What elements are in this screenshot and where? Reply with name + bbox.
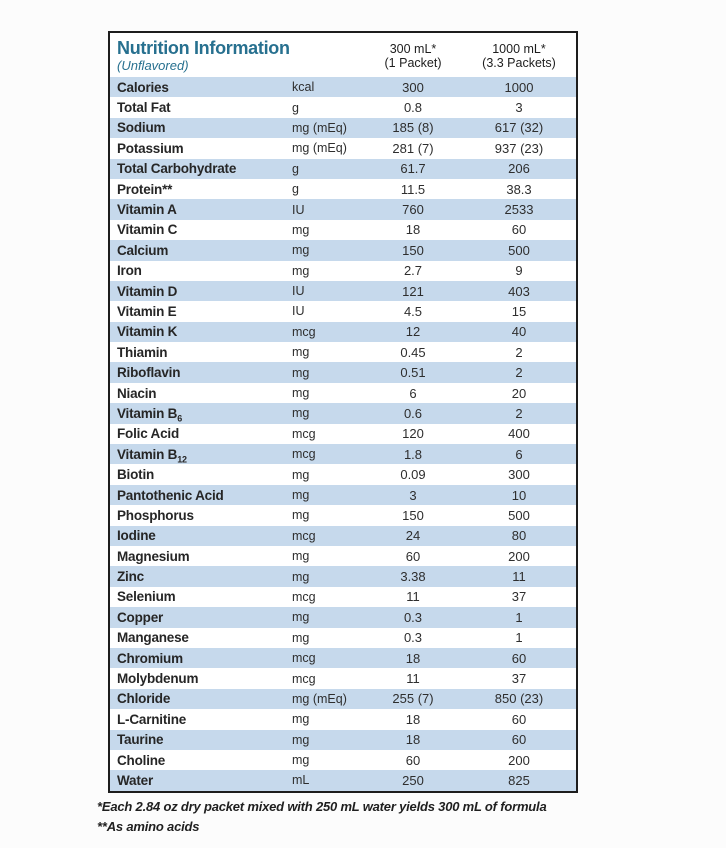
row-unit: g	[292, 161, 299, 176]
table-row	[110, 587, 576, 607]
table-row	[110, 322, 576, 342]
table-row	[110, 179, 576, 199]
table-row	[110, 240, 576, 260]
footnote-packet: *Each 2.84 oz dry packet mixed with 250 mL water yields 300 mL of formula	[97, 799, 547, 814]
footnotes	[97, 797, 547, 837]
row-label: Total Fat	[117, 100, 171, 116]
row-value-1000ml: 937 (23)	[494, 140, 544, 156]
nutrition-table	[108, 31, 578, 793]
row-value-300ml: 0.3	[403, 609, 423, 625]
row-value-1000ml: 38.3	[506, 181, 532, 197]
row-unit: mg	[292, 406, 310, 421]
row-unit: mg	[292, 753, 310, 768]
row-label: Vitamin $B_{12}$	[117, 446, 187, 465]
table-rows	[110, 77, 576, 791]
row-value-300ml: 11	[406, 671, 420, 687]
row-value-300ml: 760	[402, 202, 424, 218]
table-row	[110, 362, 576, 382]
row-value-300ml: 281 (7)	[392, 140, 434, 156]
row-unit: mg	[292, 386, 310, 401]
row-label: Biotin	[117, 467, 155, 483]
table-row	[110, 485, 576, 505]
table-row	[110, 97, 576, 117]
row-label: Iron	[117, 263, 142, 279]
row-label: Copper	[117, 609, 164, 625]
row-label: Iodine	[117, 528, 156, 544]
row-label: Vitamin K	[117, 324, 178, 340]
table-row	[110, 444, 576, 464]
row-label: Manganese	[117, 630, 189, 646]
row-value-1000ml: 11	[512, 569, 526, 585]
row-value-1000ml: 3	[515, 100, 523, 116]
row-value-1000ml: 1	[515, 609, 523, 625]
row-unit: g	[292, 100, 299, 115]
row-unit: mcg	[292, 426, 316, 441]
row-label: Zinc	[117, 569, 144, 585]
row-value-300ml: 300	[402, 79, 424, 95]
row-unit: mg	[292, 243, 310, 258]
row-value-1000ml: 37	[511, 589, 527, 605]
row-label: Protein**	[117, 181, 173, 197]
row-unit: IU	[292, 304, 305, 319]
table-row	[110, 730, 576, 750]
table-row	[110, 261, 576, 281]
row-value-1000ml: 60	[511, 650, 527, 666]
row-value-300ml: 0.09	[400, 467, 426, 483]
row-label: Water	[117, 772, 154, 788]
row-unit: mg	[292, 263, 310, 278]
row-label: Riboflavin	[117, 365, 181, 381]
row-value-300ml: 24	[405, 528, 421, 544]
column-header-1000ml-amount: 1000 mL*	[492, 42, 546, 56]
table-row	[110, 750, 576, 770]
row-unit: mcg	[292, 589, 316, 604]
row-unit: mg	[292, 712, 310, 727]
row-label: L-Carnitine	[117, 711, 187, 727]
row-value-1000ml: 1000	[504, 79, 534, 95]
row-unit: mL	[292, 773, 310, 788]
row-value-300ml: 18	[405, 222, 421, 238]
row-label: Molybdenum	[117, 671, 199, 687]
footnote-amino-acids: **As amino acids	[97, 819, 200, 834]
row-label: Pantothenic Acid	[117, 487, 224, 503]
row-label: Total Carbohydrate	[117, 161, 237, 177]
row-value-1000ml: 37	[511, 671, 527, 687]
row-value-300ml: 60	[405, 752, 421, 768]
row-unit: mg	[292, 365, 310, 380]
table-row	[110, 301, 576, 321]
row-value-1000ml: 1	[515, 630, 523, 646]
table-row	[110, 138, 576, 158]
row-value-1000ml: 60	[511, 222, 527, 238]
table-subtitle: (Unflavored)	[117, 57, 189, 73]
row-label: Vitamin D	[117, 283, 178, 299]
row-value-1000ml: 2	[515, 405, 523, 421]
row-unit: mg	[292, 569, 310, 584]
table-row	[110, 464, 576, 484]
row-unit: mg (mEq)	[292, 141, 347, 156]
row-value-1000ml: 9	[515, 263, 523, 279]
column-header-300ml-packets: (1 Packet)	[384, 56, 442, 70]
table-row	[110, 689, 576, 709]
row-value-300ml: 11.5	[400, 181, 426, 197]
row-label: Vitamin C	[117, 222, 178, 238]
row-label: Potassium	[117, 140, 184, 156]
row-unit: mcg	[292, 651, 316, 666]
row-label: Thiamin	[117, 344, 168, 360]
row-value-1000ml: 40	[511, 324, 527, 340]
row-value-1000ml: 20	[511, 385, 527, 401]
row-value-1000ml: 2	[515, 344, 523, 360]
row-unit: mg	[292, 467, 310, 482]
table-row	[110, 628, 576, 648]
column-header-1000ml	[462, 40, 576, 70]
row-value-1000ml: 15	[511, 303, 527, 319]
row-value-1000ml: 60	[511, 711, 527, 727]
column-header-300ml-amount: 300 mL*	[389, 42, 437, 56]
row-label: Chloride	[117, 691, 171, 707]
row-value-300ml: 4.5	[403, 303, 423, 319]
row-value-300ml: 121	[402, 283, 424, 299]
table-row	[110, 770, 576, 790]
row-value-300ml: 120	[402, 426, 424, 442]
row-label: Folic Acid	[117, 426, 180, 442]
table-row	[110, 342, 576, 362]
table-row	[110, 77, 576, 97]
row-label: Vitamin A	[117, 202, 177, 218]
table-row	[110, 709, 576, 729]
table-title-block	[110, 38, 364, 73]
column-header-1000ml-packets: (3.3 Packets)	[482, 56, 556, 70]
row-value-1000ml: 2533	[504, 202, 534, 218]
row-value-1000ml: 825	[508, 772, 530, 788]
row-value-300ml: 61.7	[400, 161, 426, 177]
row-value-1000ml: 850 (23)	[494, 691, 544, 707]
table-row	[110, 607, 576, 627]
row-value-1000ml: 500	[508, 507, 530, 523]
row-label: Vitamin E	[117, 303, 177, 319]
row-unit: mcg	[292, 324, 316, 339]
table-row	[110, 526, 576, 546]
row-label: Calcium	[117, 242, 169, 258]
table-row	[110, 648, 576, 668]
row-unit: mg	[292, 732, 310, 747]
row-value-300ml: 0.3	[403, 630, 423, 646]
row-label: Chromium	[117, 650, 183, 666]
row-value-1000ml: 400	[508, 426, 530, 442]
table-row	[110, 199, 576, 219]
row-unit: mg	[292, 549, 310, 564]
row-value-300ml: 250	[402, 772, 424, 788]
row-value-1000ml: 300	[508, 467, 530, 483]
row-value-300ml: 12	[405, 324, 421, 340]
table-row	[110, 505, 576, 525]
row-unit: mg (mEq)	[292, 120, 347, 135]
row-unit: g	[292, 182, 299, 197]
row-unit: IU	[292, 284, 305, 299]
row-value-300ml: 150	[402, 242, 424, 258]
row-value-300ml: 0.6	[403, 405, 423, 421]
table-row	[110, 403, 576, 423]
table-row	[110, 281, 576, 301]
row-unit: mg	[292, 610, 310, 625]
row-unit: mcg	[292, 671, 316, 686]
row-value-300ml: 0.51	[400, 365, 426, 381]
row-label: Vitamin $B_6$	[117, 405, 183, 424]
row-label: Niacin	[117, 385, 157, 401]
table-row	[110, 424, 576, 444]
table-header	[110, 33, 576, 77]
row-label: Magnesium	[117, 548, 190, 564]
row-value-300ml: 0.8	[403, 100, 423, 116]
row-unit: mg	[292, 630, 310, 645]
row-value-1000ml: 6	[515, 446, 523, 462]
row-unit: mcg	[292, 528, 316, 543]
table-row	[110, 668, 576, 688]
table-row	[110, 566, 576, 586]
row-unit: mg	[292, 222, 310, 237]
row-label: Choline	[117, 752, 166, 768]
row-value-300ml: 185 (8)	[392, 120, 434, 136]
row-label: Sodium	[117, 120, 166, 136]
row-value-1000ml: 80	[511, 528, 527, 544]
table-row	[110, 159, 576, 179]
row-value-300ml: 11	[406, 589, 420, 605]
table-row	[110, 383, 576, 403]
row-unit: mg	[292, 508, 310, 523]
row-unit: mg (mEq)	[292, 691, 347, 706]
row-value-300ml: 3.38	[400, 569, 426, 585]
row-value-1000ml: 403	[508, 283, 530, 299]
row-label: Phosphorus	[117, 507, 194, 523]
row-value-300ml: 2.7	[403, 263, 423, 279]
row-label: Taurine	[117, 732, 164, 748]
row-value-300ml: 60	[405, 548, 421, 564]
table-row	[110, 220, 576, 240]
row-unit: kcal	[292, 80, 315, 95]
table-title: Nutrition Information	[117, 37, 290, 58]
row-value-1000ml: 500	[508, 242, 530, 258]
row-value-1000ml: 2	[515, 365, 523, 381]
row-value-1000ml: 10	[511, 487, 527, 503]
row-value-300ml: 1.8	[403, 446, 423, 462]
row-unit: mcg	[292, 447, 316, 462]
row-value-300ml: 0.45	[400, 344, 426, 360]
row-label: Selenium	[117, 589, 176, 605]
table-row	[110, 118, 576, 138]
row-label: Calories	[117, 79, 169, 95]
row-value-300ml: 150	[402, 507, 424, 523]
row-unit: mg	[292, 488, 310, 502]
row-value-300ml: 18	[405, 711, 421, 727]
row-unit: mg	[292, 345, 310, 360]
row-value-1000ml: 206	[508, 161, 530, 177]
row-unit: IU	[292, 202, 305, 217]
column-header-300ml	[364, 40, 462, 70]
row-value-300ml: 18	[405, 732, 421, 748]
row-value-1000ml: 200	[508, 548, 530, 564]
row-value-1000ml: 60	[511, 732, 527, 748]
row-value-1000ml: 617 (32)	[494, 120, 544, 136]
row-value-300ml: 255 (7)	[392, 691, 434, 707]
row-value-300ml: 6	[409, 385, 417, 401]
table-row	[110, 546, 576, 566]
row-value-300ml: 18	[405, 650, 421, 666]
row-value-300ml: 3	[409, 487, 417, 503]
row-value-1000ml: 200	[508, 752, 530, 768]
